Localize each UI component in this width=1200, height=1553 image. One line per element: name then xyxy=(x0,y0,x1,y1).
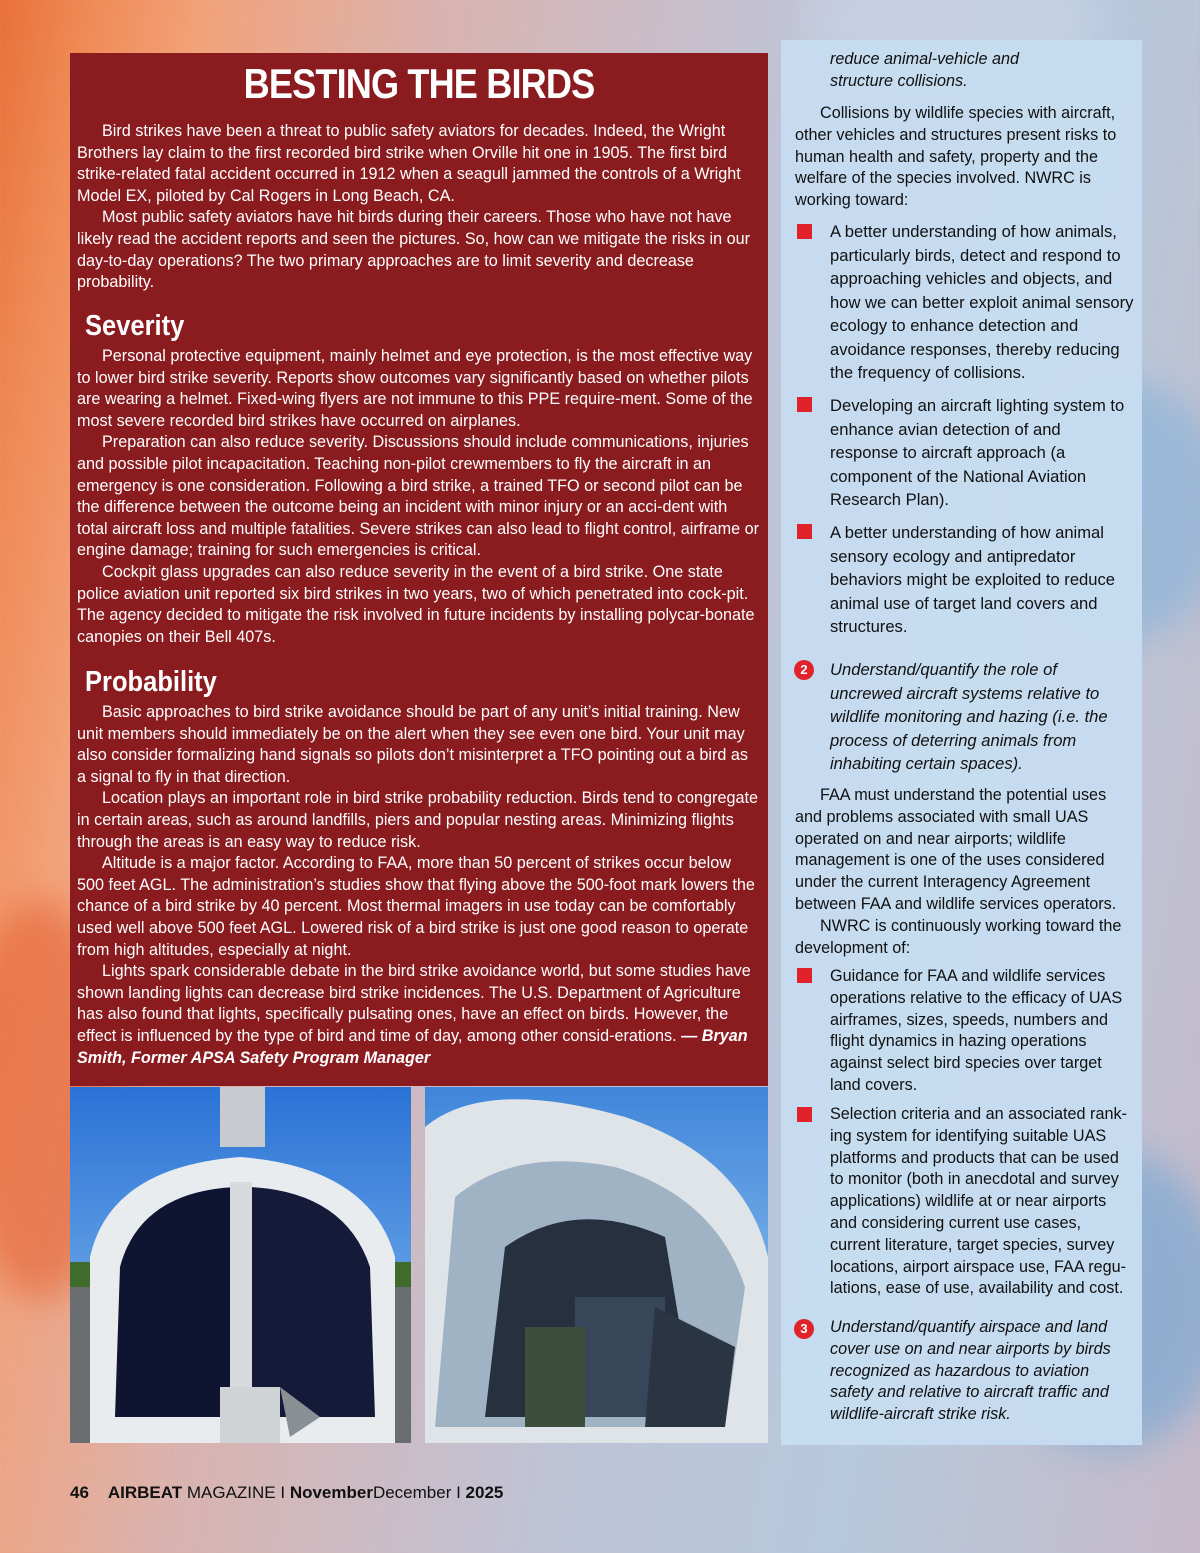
sidebar-text: NWRC is continuously working toward the development of: xyxy=(795,916,1122,957)
sidebar-bullet xyxy=(830,521,1130,639)
byline: — Bryan Smith, Former APSA Safety Program Manager xyxy=(77,1026,748,1067)
sidebar-text: Guidance for FAA and wildlife services operations relative to the efficacy of UAS airframes, sizes, speeds, numbers and flight dynamics in hazing operations against select bird species over target land covers. xyxy=(830,967,1123,1094)
intro-text xyxy=(77,121,759,294)
magazine-label: MAGAZINE xyxy=(182,1483,276,1502)
probability-heading: Probability xyxy=(85,666,217,698)
paragraph: Altitude is a major factor. According to FAA, more than 50 percent of strikes occur below 500 feet AGL. The administration’s studies show that flying above the 500-foot mark lowers the chance of a bird strike by 40 percent. Most thermal imagers in use today can be comfortably used well above 500 feet AGL. Lowered risk of a bird strike is just one good reason to operate from high altitudes, especially at night. xyxy=(77,854,755,959)
sidebar-text: A better understanding of how animals, particularly birds, detect and respond to approaching vehicles and objects, and how we can better exploit animal sensory ecology to enhance detection and avoidance responses, thereby reducing the frequency of collisions. xyxy=(830,222,1134,382)
sidebar-text: A better understanding of how animal sensory ecology and antipredator behaviors might be exploited to reduce animal use of target land covers and structures. xyxy=(830,523,1116,636)
helicopter-front-image xyxy=(70,1087,411,1443)
sidebar-text: reduce animal-vehicle and structure collisions. xyxy=(830,50,1019,90)
sidebar-text: Selection criteria and an associated rank-ing system for identifying suitable UAS platforms and products that can be used to monitor (both in anecdotal and survey applications) wildlife at or near airports and considering current use cases, current literature, target species, survey locations, airport airspace use, FAA regu-lations, ease of use, availability and cost. xyxy=(830,1105,1127,1298)
severity-text xyxy=(77,346,759,648)
paragraph: Personal protective equipment, mainly helmet and eye protection, is the most effective way to lower bird strike severity. Reports show outcomes vary significantly based on whether pilots are wearing a helmet. Fixed-wing flyers are not immune to this PPE require-ment. Some of the most severe recorded bird strikes have occurred on airplanes. xyxy=(77,347,753,430)
red-square-bullet xyxy=(797,524,812,539)
paragraph: Bird strikes have been a threat to public safety aviators for decades. Indeed, the Wright Brothers lay claim to the first recorded bird strike when Orville hit one in 1905. The first bird strike-related fatal accident occurred in 1912 when a seagull jammed the controls of a Wright Model EX, piloted by Cal Rogers in Long Beach, CA. xyxy=(77,122,741,205)
red-square-bullet xyxy=(797,1107,812,1122)
sidebar-top-italic xyxy=(830,49,1040,93)
sidebar-bullet xyxy=(830,220,1135,385)
helicopter-damage-image xyxy=(425,1087,768,1443)
sidebar-text: Understand/quantify airspace and land cover use on and near airports by birds recognized as hazardous to aviation safety and relative to aircraft traffic and wildlife-aircraft strike risk. xyxy=(830,1318,1111,1424)
issue-year: 2025 xyxy=(465,1483,504,1502)
red-square-bullet xyxy=(797,224,812,239)
sidebar-item-2 xyxy=(830,658,1120,776)
number-2-icon: 2 xyxy=(794,660,814,680)
paragraph: Preparation can also reduce severity. Discussions should include communications, injuries and possible pilot incapacitation. Teaching non-pilot crewmembers to fly the aircraft in an emergency is one consideration. Following a bird strike, a trained TFO or second pilot can be the difference between the outcome being an incident with minor injury or an acci-dent with total aircraft loss and multiple fatalities. Severe strikes can also lead to flight control, airframe or engine damage; training for such emergencies is critical. xyxy=(77,433,759,560)
sidebar-text: Developing an aircraft lighting system to enhance avian detection of and response to aircraft approach (a component of the National Aviation Research Plan). xyxy=(830,396,1125,509)
sidebar-bullet xyxy=(830,1104,1130,1300)
paragraph: Cockpit glass upgrades can also reduce severity in the event of a bird strike. One state police aviation unit reported six bird strikes in two years, two of which penetrated into cock-pit. The agency decided to mitigate the risk involved in future incidents by installing polycar-bonate canopies on their Bell 407s. xyxy=(77,562,755,646)
paragraph: Most public safety aviators have hit birds during their careers. Those who have not have likely read the accident reports and seen the pictures. So, how can we mitigate the risks in our day-to-day operations? The two primary approaches are to limit severity and decrease probability. xyxy=(77,208,751,292)
issue-month: December xyxy=(372,1483,452,1502)
separator: I xyxy=(275,1483,290,1502)
page-footer xyxy=(70,1483,503,1503)
probability-text xyxy=(77,702,759,1069)
sidebar-bullet xyxy=(830,394,1130,512)
sidebar-para2 xyxy=(795,785,1135,959)
number-3-icon: 3 xyxy=(794,1319,814,1339)
sidebar-item-3 xyxy=(830,1317,1130,1426)
sidebar-bullet xyxy=(830,966,1130,1097)
paragraph-text: Lights spark considerable debate in the bird strike avoidance world, but some studies have shown landing lights can decrease bird strike incidences. The U.S. Department of Agriculture has also found that lights, specifically pulsating ones, have an effect on birds. However, the effect is influenced by the type of bird and time of day, among other consid-erations. xyxy=(77,962,751,1045)
sidebar-text: Understand/quantify the role of uncrewed aircraft systems relative to wildlife monitoring and hazing (i.e. the process of deterring animals from inhabiting certain spaces). xyxy=(830,660,1108,773)
page-number: 46 xyxy=(70,1483,89,1502)
severity-heading: Severity xyxy=(85,310,185,342)
sidebar-para1 xyxy=(795,103,1135,212)
article-title: BESTING THE BIRDS xyxy=(243,60,595,107)
red-square-bullet xyxy=(797,397,812,412)
red-square-bullet xyxy=(797,968,812,983)
issue-month-bold: November xyxy=(289,1483,373,1502)
paragraph: Basic approaches to bird strike avoidance should be part of any unit’s initial training. New unit members should immediately be on the alert when they see even one bird. Your unit may also consider formalizing hand signals so pilots don’t misinterpret a TFO pointing out a bird as a signal to fly in that direction. xyxy=(77,703,748,786)
paragraph: Location plays an important role in bird strike probability reduction. Birds tend to congregate in certain areas, such as around landfills, piers and popular nesting areas. Minimizing flights through the areas is an easy way to reduce risk. xyxy=(77,789,758,851)
paragraph xyxy=(77,961,759,1069)
sidebar-text: FAA must understand the potential uses and problems associated with small UAS operated on and near airports; wildlife management is one of the uses considered under the current Interagency Agreement between FAA and wildlife services operators. xyxy=(795,786,1117,913)
sidebar-text: Collisions by wildlife species with aircraft, other vehicles and structures present risks to human health and safety, property and the welfare of the species involved. NWRC is working toward: xyxy=(795,104,1117,210)
separator: I xyxy=(451,1483,466,1502)
magazine-name: AIRBEAT xyxy=(107,1483,183,1502)
helicopter-photo-front xyxy=(70,1087,411,1443)
helicopter-photo-damage xyxy=(425,1087,768,1443)
